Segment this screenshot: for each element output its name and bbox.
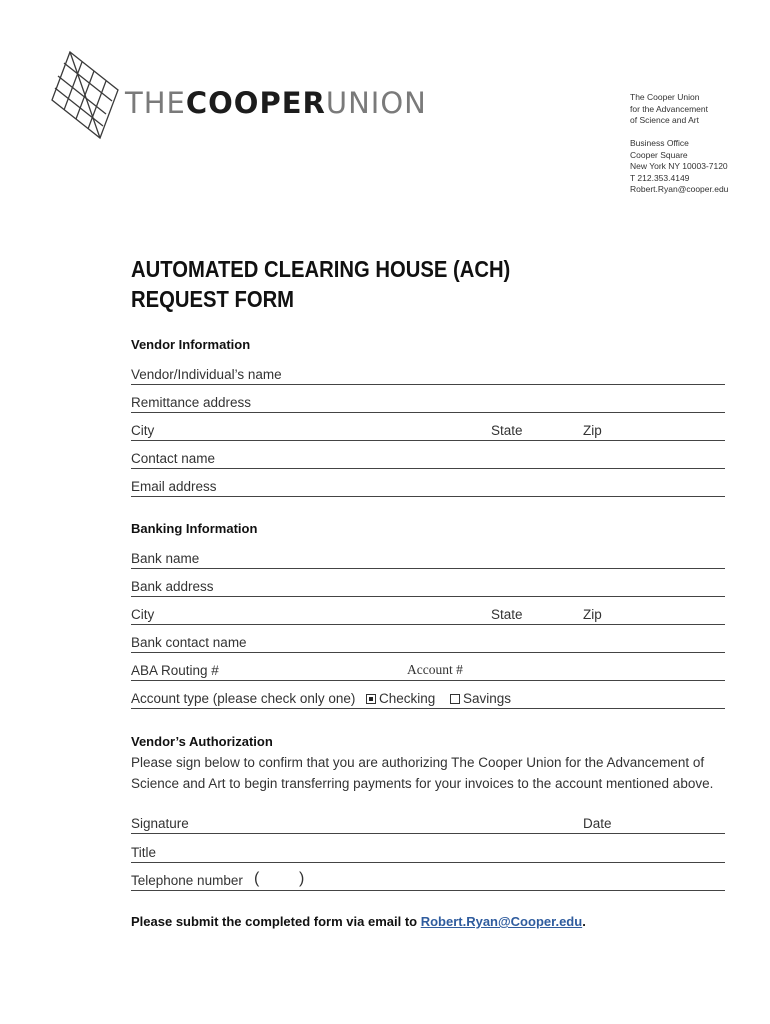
telephone-number-field[interactable] — [131, 867, 725, 891]
logo-cooper: COOPER — [185, 86, 326, 120]
address-office-name: Business Office — [630, 138, 689, 148]
checking-option[interactable] — [366, 691, 435, 706]
contact-name-field[interactable] — [131, 445, 725, 469]
authorization-text: Please sign below to confirm that you are authorizing The Cooper Union for the Advancement of Science and Art to begin transferring payments for your invoices to the account mentioned above. — [131, 755, 714, 791]
address-line3: of Science and Art — [630, 115, 699, 125]
bank-city-state-zip-field[interactable] — [131, 601, 725, 625]
submit-prefix: Please submit the completed form via email to — [131, 914, 421, 929]
bank-state-label: State — [491, 607, 523, 622]
bank-name-label: Bank name — [131, 551, 200, 566]
title-line2: REQUEST FORM — [131, 286, 295, 312]
telephone-label: Telephone number — [131, 873, 243, 888]
savings-checkbox[interactable] — [450, 694, 460, 704]
aba-routing-label: ABA Routing # — [131, 663, 219, 678]
email-address-label: Email address — [131, 479, 217, 494]
bank-name-field[interactable] — [131, 545, 725, 569]
page-title — [131, 254, 510, 314]
address-office — [630, 138, 728, 196]
vendor-city-state-zip-field[interactable] — [131, 417, 725, 441]
address-city: New York NY 10003-7120 — [630, 161, 728, 171]
address-street: Cooper Square — [630, 149, 688, 160]
bank-city-label: City — [131, 607, 155, 622]
logo-union: UNION — [325, 86, 427, 120]
title-label: Title — [131, 845, 157, 860]
email-address-field[interactable] — [131, 473, 725, 497]
cooper-union-logo-icon — [50, 50, 120, 140]
submit-email-link[interactable]: Robert.Ryan@Cooper.edu — [420, 914, 583, 929]
savings-label: Savings — [463, 691, 512, 706]
account-type-label: Account type (please check only one) — [131, 691, 356, 706]
vendor-section-heading: Vendor Information — [131, 337, 251, 352]
address-institution — [630, 92, 708, 127]
vendor-state-label: State — [491, 423, 523, 438]
logo-wordmark — [125, 86, 427, 120]
address-email: Robert.Ryan@cooper.edu — [630, 184, 729, 194]
account-type-row — [131, 685, 725, 709]
bank-contact-name-field[interactable] — [131, 629, 725, 653]
account-number-label: Account # — [407, 662, 463, 677]
signature-date-field[interactable] — [131, 810, 725, 834]
routing-account-field[interactable] — [131, 657, 725, 681]
area-code-close-paren: ) — [299, 870, 305, 887]
checking-checkbox[interactable] — [366, 694, 376, 704]
vendor-name-field[interactable] — [131, 361, 725, 385]
bank-zip-label: Zip — [583, 607, 602, 622]
remittance-address-label: Remittance address — [131, 395, 252, 410]
bank-address-field[interactable] — [131, 573, 725, 597]
vendor-name-label: Vendor/Individual’s name — [131, 367, 282, 382]
contact-name-label: Contact name — [131, 451, 216, 466]
bank-contact-label: Bank contact name — [131, 635, 247, 650]
address-phone: T 212.353.4149 — [630, 172, 690, 183]
checking-label: Checking — [379, 691, 436, 706]
area-code-open-paren: ( — [254, 870, 260, 887]
remittance-address-field[interactable] — [131, 389, 725, 413]
address-line1: The Cooper Union — [630, 92, 700, 102]
submit-suffix: . — [582, 914, 586, 929]
address-line2: for the Advancement — [630, 103, 708, 114]
vendor-zip-label: Zip — [583, 423, 602, 438]
title-line1: AUTOMATED CLEARING HOUSE (ACH) — [131, 256, 511, 282]
bank-address-label: Bank address — [131, 579, 214, 594]
title-field[interactable] — [131, 839, 725, 863]
banking-section-heading: Banking Information — [131, 521, 258, 536]
signature-label: Signature — [131, 816, 189, 831]
authorization-section-heading: Vendor’s Authorization — [131, 734, 273, 749]
submit-instruction — [131, 914, 586, 929]
vendor-city-label: City — [131, 423, 155, 438]
logo-the: THE — [125, 86, 186, 120]
date-label: Date — [583, 816, 612, 831]
savings-option[interactable] — [450, 691, 511, 706]
